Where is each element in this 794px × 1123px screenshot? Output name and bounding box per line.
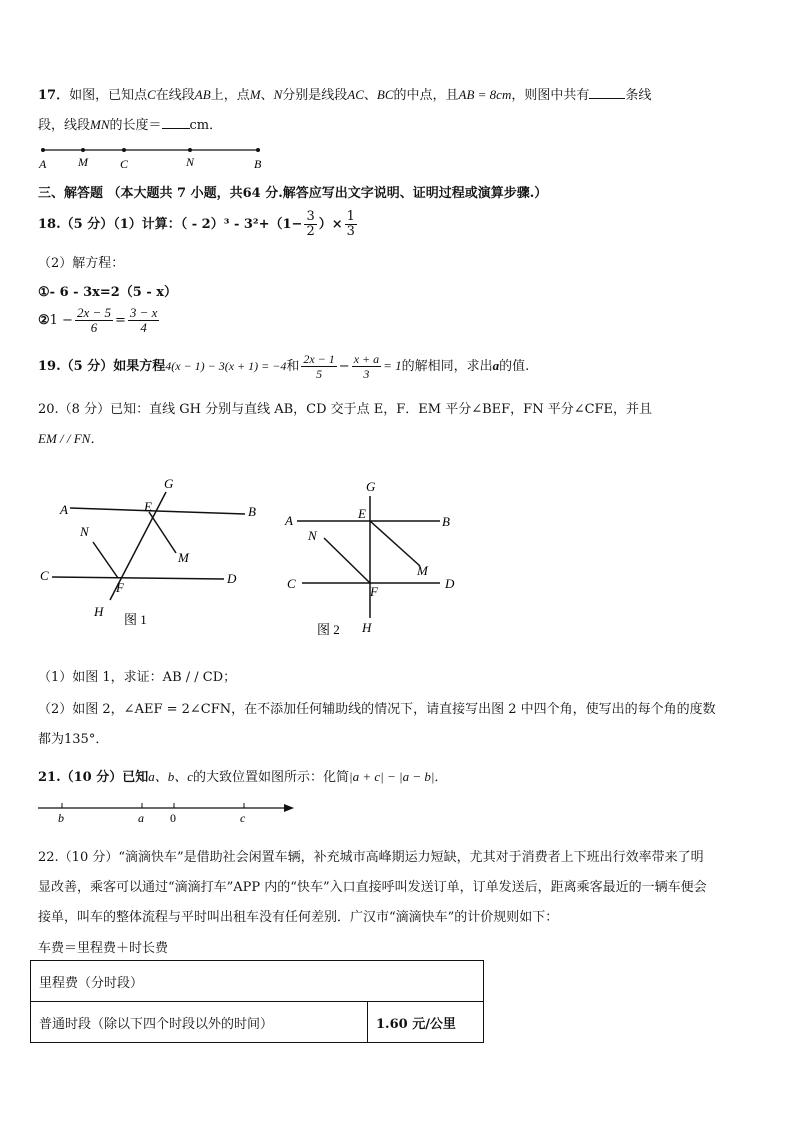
figure-2 xyxy=(282,478,482,643)
fraction-3-2: $\frac{3}{2}$ xyxy=(306,209,315,239)
fig1-label-G: G xyxy=(164,476,174,491)
point-label-M: M xyxy=(78,155,88,169)
fraction-eq2-right: $\frac{3 - x}{4}$ xyxy=(129,305,158,335)
q18-eq1: ①- 6 - 3x=2（5 - x） xyxy=(38,285,178,300)
fig2-label-N: N xyxy=(308,528,317,543)
q19-line: 19.（5 分）如果方程4(x − 1) − 3(x + 1) = −4和 $\frac{2x - 1}{5}$ − $\frac{x + a}{3}$ = 1的解相同，求出a的值. xyxy=(38,352,530,381)
table-row xyxy=(31,1002,484,1043)
fig2-label-C: C xyxy=(287,576,296,591)
table-row xyxy=(31,961,484,1002)
figure-1 xyxy=(40,474,280,634)
point-label-C: C xyxy=(120,157,129,171)
fee-table xyxy=(30,960,484,1043)
numline-label-a: a xyxy=(138,811,144,825)
fig2-label-G: G xyxy=(366,479,376,494)
fig1-label-D: D xyxy=(227,571,237,586)
fig2-label-D: D xyxy=(445,576,455,591)
answer-blank-1[interactable] xyxy=(589,86,625,99)
section-heading: 三、解答题 （本大题共 7 小题，共64 分.解答应写出文字说明、证明过程或演算步骤.） xyxy=(38,186,548,201)
fig1-label-B: B xyxy=(248,504,256,519)
numline-label-b: b xyxy=(58,811,64,825)
q22-line2: 显改善，乘客可以通过“滴滴打车”APP 内的“快车”入口直接呼叫发送订单，订单发送后，距离乘客最近的一辆车便会 xyxy=(38,880,707,895)
q20-sub1: （1）如图 1，求证：AB / / CD； xyxy=(38,670,237,685)
fig1-label-E: E xyxy=(144,499,152,514)
fraction-q19-right: $\frac{x + a}{3}$ xyxy=(353,352,380,381)
q20-line1: 20.（8 分）已知：直线 GH 分别与直线 AB，CD 交于点 E，F．EM 平分∠BEF，FN 平分∠CFE，并且 xyxy=(38,402,653,417)
fraction-q19-left: $\frac{2x - 1}{5}$ xyxy=(303,352,335,381)
numline-label-c: c xyxy=(240,811,246,825)
fig1-label-H: H xyxy=(94,604,104,619)
fig2-label-M: M xyxy=(417,563,428,578)
q20-line2: EM / / FN． xyxy=(38,431,104,446)
table-cell-label: 普通时段（除以下四个时段以外的时间） xyxy=(31,1002,368,1043)
fig1-label-A: A xyxy=(60,502,68,517)
table-header-cell: 里程费（分时段） xyxy=(31,961,484,1002)
q22-formula: 车费＝里程费＋时长费 xyxy=(38,941,169,956)
q18-line1: 18.（5 分）（1）计算：（ - 2）³ - 3²+（1− $\frac{3}{2}$ ）× $\frac{1}{3}$ xyxy=(38,209,355,239)
fig2-label-H: H xyxy=(362,620,372,635)
table-cell-value: 1.60 元/公里 xyxy=(368,1002,484,1043)
fig2-label-E: E xyxy=(358,506,366,521)
q20-sub2-line1: （2）如图 2，∠AEF = 2∠CFN，在不添加任何辅助线的情况下，请直接写出图 2 中四个角，使写出的每个角的度数 xyxy=(38,702,716,717)
fig1-label-C: C xyxy=(40,568,49,583)
q18-sub2: （2）解方程： xyxy=(38,256,125,271)
q20-sub2-line2: 都为135°． xyxy=(38,732,109,747)
fig2-caption: 图 2 xyxy=(317,622,340,637)
fig2-label-F: F xyxy=(370,584,378,599)
fig1-label-N: N xyxy=(80,524,89,539)
q21-line: 21.（10 分）已知a、b、c的大致位置如图所示：化简|a + c| − |a − b|． xyxy=(38,769,448,785)
fig1-label-M: M xyxy=(178,550,189,565)
q22-line3: 接单，叫车的整体流程与平时叫出租车没有任何差别．广汉市“滴滴快车”的计价规则如下： xyxy=(38,910,559,925)
fraction-1-3: $\frac{1}{3}$ xyxy=(346,209,355,239)
fig1-caption: 图 1 xyxy=(124,612,147,627)
number-line xyxy=(36,798,306,826)
q17-line2: 段，线段MN的长度＝ cm． xyxy=(38,117,223,133)
q22-line1: 22.（10 分）“滴滴快车”是借助社会闲置车辆，补充城市高峰期运力短缺，尤其对于消费者上下班出行效率带来了明 xyxy=(38,850,704,865)
point-label-N: N xyxy=(186,155,195,169)
fig1-label-F: F xyxy=(116,580,124,595)
q18-eq2: ②1 − $\frac{2x - 5}{6}$ = $\frac{3 - x}{4}$ xyxy=(38,305,158,335)
point-label-B: B xyxy=(254,157,262,171)
answer-blank-2[interactable] xyxy=(162,116,190,129)
fig2-label-A: A xyxy=(285,513,293,528)
q17-line1: 17．如图，已知点C在线段AB上，点M、N分别是线段AC、BC的中点，且AB = 8cm，则图中共有 条线 xyxy=(38,87,652,103)
fraction-eq2-left: $\frac{2x - 5}{6}$ xyxy=(76,305,111,335)
point-label-A: A xyxy=(39,157,47,171)
segment-diagram xyxy=(36,142,296,172)
numline-label-0: 0 xyxy=(170,811,176,825)
fig2-label-B: B xyxy=(442,514,450,529)
